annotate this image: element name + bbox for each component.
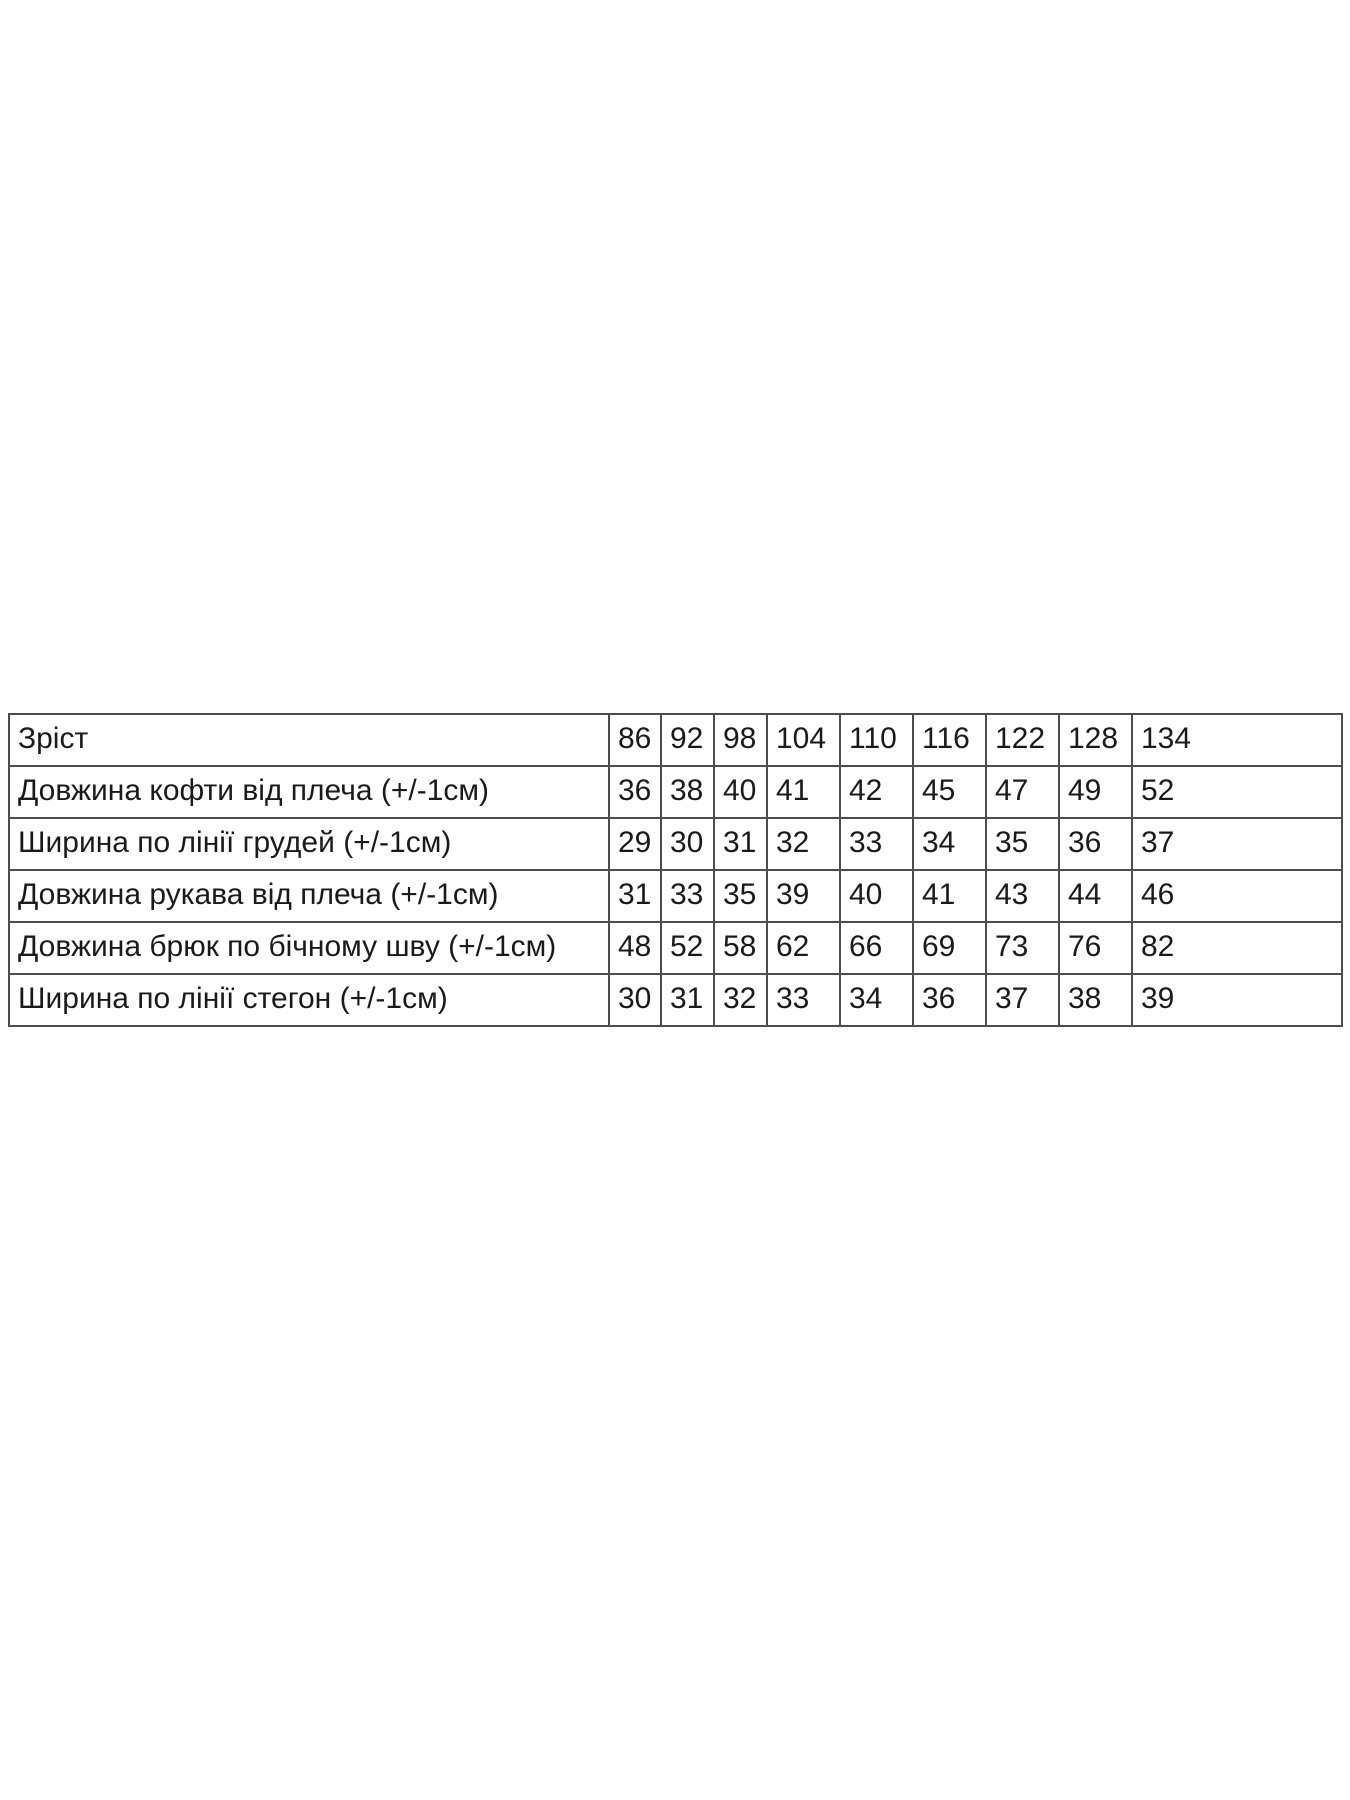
row-label: Довжина рукава від плеча (+/-1см) [10, 871, 610, 923]
cell-value: 82 [1133, 923, 1341, 975]
cell-value: 41 [914, 871, 987, 923]
table-row [10, 767, 1341, 819]
cell-value: 31 [715, 819, 768, 871]
table-row [10, 923, 1341, 975]
cell-value: 58 [715, 923, 768, 975]
cell-value: 49 [1060, 767, 1133, 819]
cell-value: 69 [914, 923, 987, 975]
cell-value: 30 [610, 975, 662, 1025]
cell-value: 33 [768, 975, 841, 1025]
cell-value: 42 [841, 767, 914, 819]
size-chart-table [8, 713, 1343, 1027]
cell-value: 39 [1141, 982, 1175, 1015]
cell-value: 104 [768, 715, 841, 767]
table-row [10, 715, 1341, 767]
cell-value: 73 [987, 923, 1060, 975]
cell-value: 52 [1133, 767, 1341, 819]
cell-value: 36 [610, 767, 662, 819]
cell-value: 31 [662, 975, 715, 1025]
cell-value: 76 [1060, 923, 1133, 975]
cell-value: 39 [768, 871, 841, 923]
cell-value: 45 [914, 767, 987, 819]
cell-value: 33 [841, 819, 914, 871]
cell-value: 35 [987, 819, 1060, 871]
cell-value: 110 [841, 715, 914, 767]
cell-value: 31 [610, 871, 662, 923]
cell-value: 134 [1133, 715, 1341, 767]
cell-value: 40 [715, 767, 768, 819]
cell-value: 35 [715, 871, 768, 923]
cell-value: 43 [987, 871, 1060, 923]
cell-value: 86 [610, 715, 662, 767]
cell-value: 122 [987, 715, 1060, 767]
cell-value: 37 [1133, 819, 1341, 871]
row-label: Ширина по лінії стегон (+/-1см) [10, 975, 610, 1025]
cell-value: 128 [1060, 715, 1133, 767]
cell-value: 40 [841, 871, 914, 923]
cell-value: 47 [987, 767, 1060, 819]
cell-value: 37 [987, 975, 1060, 1025]
cell-value: 116 [914, 715, 987, 767]
size-chart-container [8, 713, 1343, 1027]
row-label: Ширина по лінії грудей (+/-1см) [10, 819, 610, 871]
row-label: Довжина кофти від плеча (+/-1см) [10, 767, 610, 819]
cell-value: 44 [1060, 871, 1133, 923]
cell-value: 98 [715, 715, 768, 767]
cell-value: 92 [662, 715, 715, 767]
cell-value: 38 [1060, 975, 1133, 1025]
cell-value: 36 [1060, 819, 1133, 871]
cell-value: 36 [914, 975, 987, 1025]
row-label: Зріст [10, 715, 610, 767]
cell-value: 32 [715, 975, 768, 1025]
table-row [10, 819, 1341, 871]
table-row [10, 975, 1341, 1025]
cell-value: 30 [662, 819, 715, 871]
cell-value: 32 [768, 819, 841, 871]
cell-value: 66 [841, 923, 914, 975]
cell-value: 29 [610, 819, 662, 871]
cell-value: 62 [768, 923, 841, 975]
cell-value: 52 [662, 923, 715, 975]
cell-value: 34 [841, 975, 914, 1025]
cell-value: 46 [1133, 871, 1341, 923]
cell-value: 48 [610, 923, 662, 975]
row-label: Довжина брюк по бічному шву (+/-1см) [10, 923, 610, 975]
table-row [10, 871, 1341, 923]
cell-value: 34 [914, 819, 987, 871]
cell-value: 33 [662, 871, 715, 923]
cell-value: 41 [768, 767, 841, 819]
cell-value: 38 [662, 767, 715, 819]
